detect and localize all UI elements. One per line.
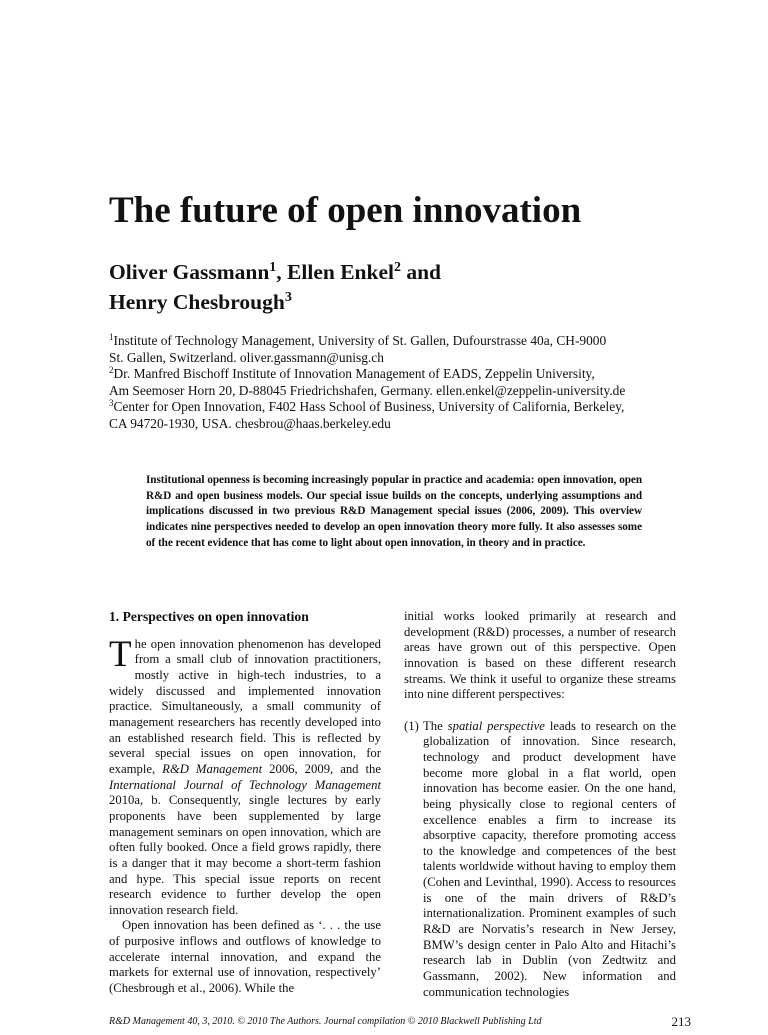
journal-citation: R&D Management 40, 3, 2010. © 2010 The Authors. Journal compilation © 2010 Blackwell Publishing Ltd bbox=[109, 1016, 542, 1027]
abstract: Institutional openness is becoming increasingly popular in practice and academia: open innovation, open R&D and open business models. Our special issue builds on the concepts, underlying assumptions and implications discussed in two previous R&D Management special issues (2006, 2009). This overview indicates nine perspectives needed to develop an open innovation theory more fully. It also assesses some of the recent evidence that has come to light about open innovation, in theory and in practice. bbox=[146, 474, 642, 549]
affiliation-text: Am Seemoser Horn 20, D-88045 Friedrichshafen, Germany. ellen.enkel@zeppelin-university.de bbox=[109, 382, 626, 398]
author-affiliation-marker: 3 bbox=[284, 290, 292, 305]
affiliation-line bbox=[109, 366, 679, 383]
author-name: Henry Chesbrough bbox=[109, 290, 285, 314]
page-footer bbox=[109, 1014, 691, 1035]
affiliation-line bbox=[109, 399, 679, 416]
list-number: (1) bbox=[404, 718, 419, 733]
page-number: 213 bbox=[671, 1014, 691, 1029]
affiliation-text: St. Gallen, Switzerland. oliver.gassmann@unisg.ch bbox=[109, 349, 384, 365]
body-column-left bbox=[109, 609, 381, 997]
body-paragraph: Open innovation has been defined as ‘. . . the use of purposive inflows and outflows of knowledge to accelerate internal innovation, and expand the markets for external use of innovation, respectively’ (Chesbrough et al., 2006). While the bbox=[109, 918, 381, 996]
body-text: The bbox=[423, 718, 448, 733]
paper-title: The future of open innovation bbox=[109, 190, 582, 231]
body-text: he open innovation phenomenon has developed from a small club of innovation practitioners, mostly active in high-tech industries, to a widely discussed and implemented innovation practice. Simultaneously, a small community of management researchers has recently developed into an established research field. This is reflected by several special issues on open innovation, for example, bbox=[109, 636, 381, 776]
affiliations bbox=[109, 333, 679, 433]
affiliation-marker: 2 bbox=[109, 365, 114, 376]
journal-name: R&D Management bbox=[162, 761, 263, 776]
author-separator: and bbox=[400, 260, 442, 284]
affiliation-text: Dr. Manfred Bischoff Institute of Innovation Management of EADS, Zeppelin University, bbox=[113, 366, 595, 382]
list-item bbox=[404, 719, 676, 1001]
affiliation-line bbox=[109, 416, 679, 433]
author-separator: , bbox=[276, 260, 288, 284]
affiliation-text: Center for Open Innovation, F402 Hass School of Business, University of California, Berkeley, bbox=[113, 399, 625, 415]
journal-name: International Journal of Technology Management bbox=[109, 777, 381, 792]
affiliation-text: Institute of Technology Management, University of St. Gallen, Dufourstrasse 40a, CH-9000 bbox=[113, 333, 607, 348]
drop-cap: T bbox=[109, 633, 132, 675]
author-list bbox=[109, 257, 441, 317]
author-name: Oliver Gassmann bbox=[109, 260, 270, 284]
affiliation-marker: 3 bbox=[109, 398, 114, 409]
affiliation-marker: 1 bbox=[109, 332, 114, 342]
body-text: 2010a, b. Consequently, single lectures by early proponents have been supplemented by large management seminars on open innovation, which are often fully booked. Once a field grows rapidly, there is a danger that it may become a short-term fashion and hype. This special issue reports on recent research evidence to further develop the open innovation research field. bbox=[109, 793, 381, 917]
author-affiliation-marker: 2 bbox=[393, 260, 401, 275]
body-paragraph: initial works looked primarily at research and development (R&D) processes, a number of research areas have grown out of this perspective. Open innovation is based on these different research streams. We think it useful to organize these streams into nine different perspectives: bbox=[404, 609, 676, 702]
body-text: leads to research on the globalization of innovation. Since research, technology and product development have become more global in a flat world, open innovation has become easier. On the one hand, being physically close to regional centers of excellence enables a firm to increase its absorptive capacity, therefore promoting access to the knowledge and competences of the best talents worldwide without having to employ them (Cohen and Levinthal, 1990). Access to resources is one of the main drivers of R&D’s internationalization. Prominent examples of such R&D are Norvatis’s research in New Jersey, BMW’s design center in Palo Alto and Hitachi’s research lab in Dublin (von Zedtwitz and Gassmann, 2002). New information and communication technologies bbox=[423, 718, 677, 999]
section-heading: 1. Perspectives on open innovation bbox=[109, 609, 309, 624]
body-column-right bbox=[404, 609, 676, 1000]
body-text: 2006, 2009, and the bbox=[262, 761, 381, 776]
affiliation-line bbox=[109, 383, 679, 400]
affiliation-text: CA 94720-1930, USA. chesbrou@haas.berkeley.edu bbox=[109, 415, 391, 431]
emphasized-term: spatial perspective bbox=[447, 718, 545, 733]
affiliation-line bbox=[109, 350, 679, 367]
body-paragraph bbox=[109, 633, 381, 919]
author-name: Ellen Enkel bbox=[287, 260, 394, 284]
affiliation-line bbox=[109, 333, 679, 350]
author-affiliation-marker: 1 bbox=[269, 260, 277, 275]
